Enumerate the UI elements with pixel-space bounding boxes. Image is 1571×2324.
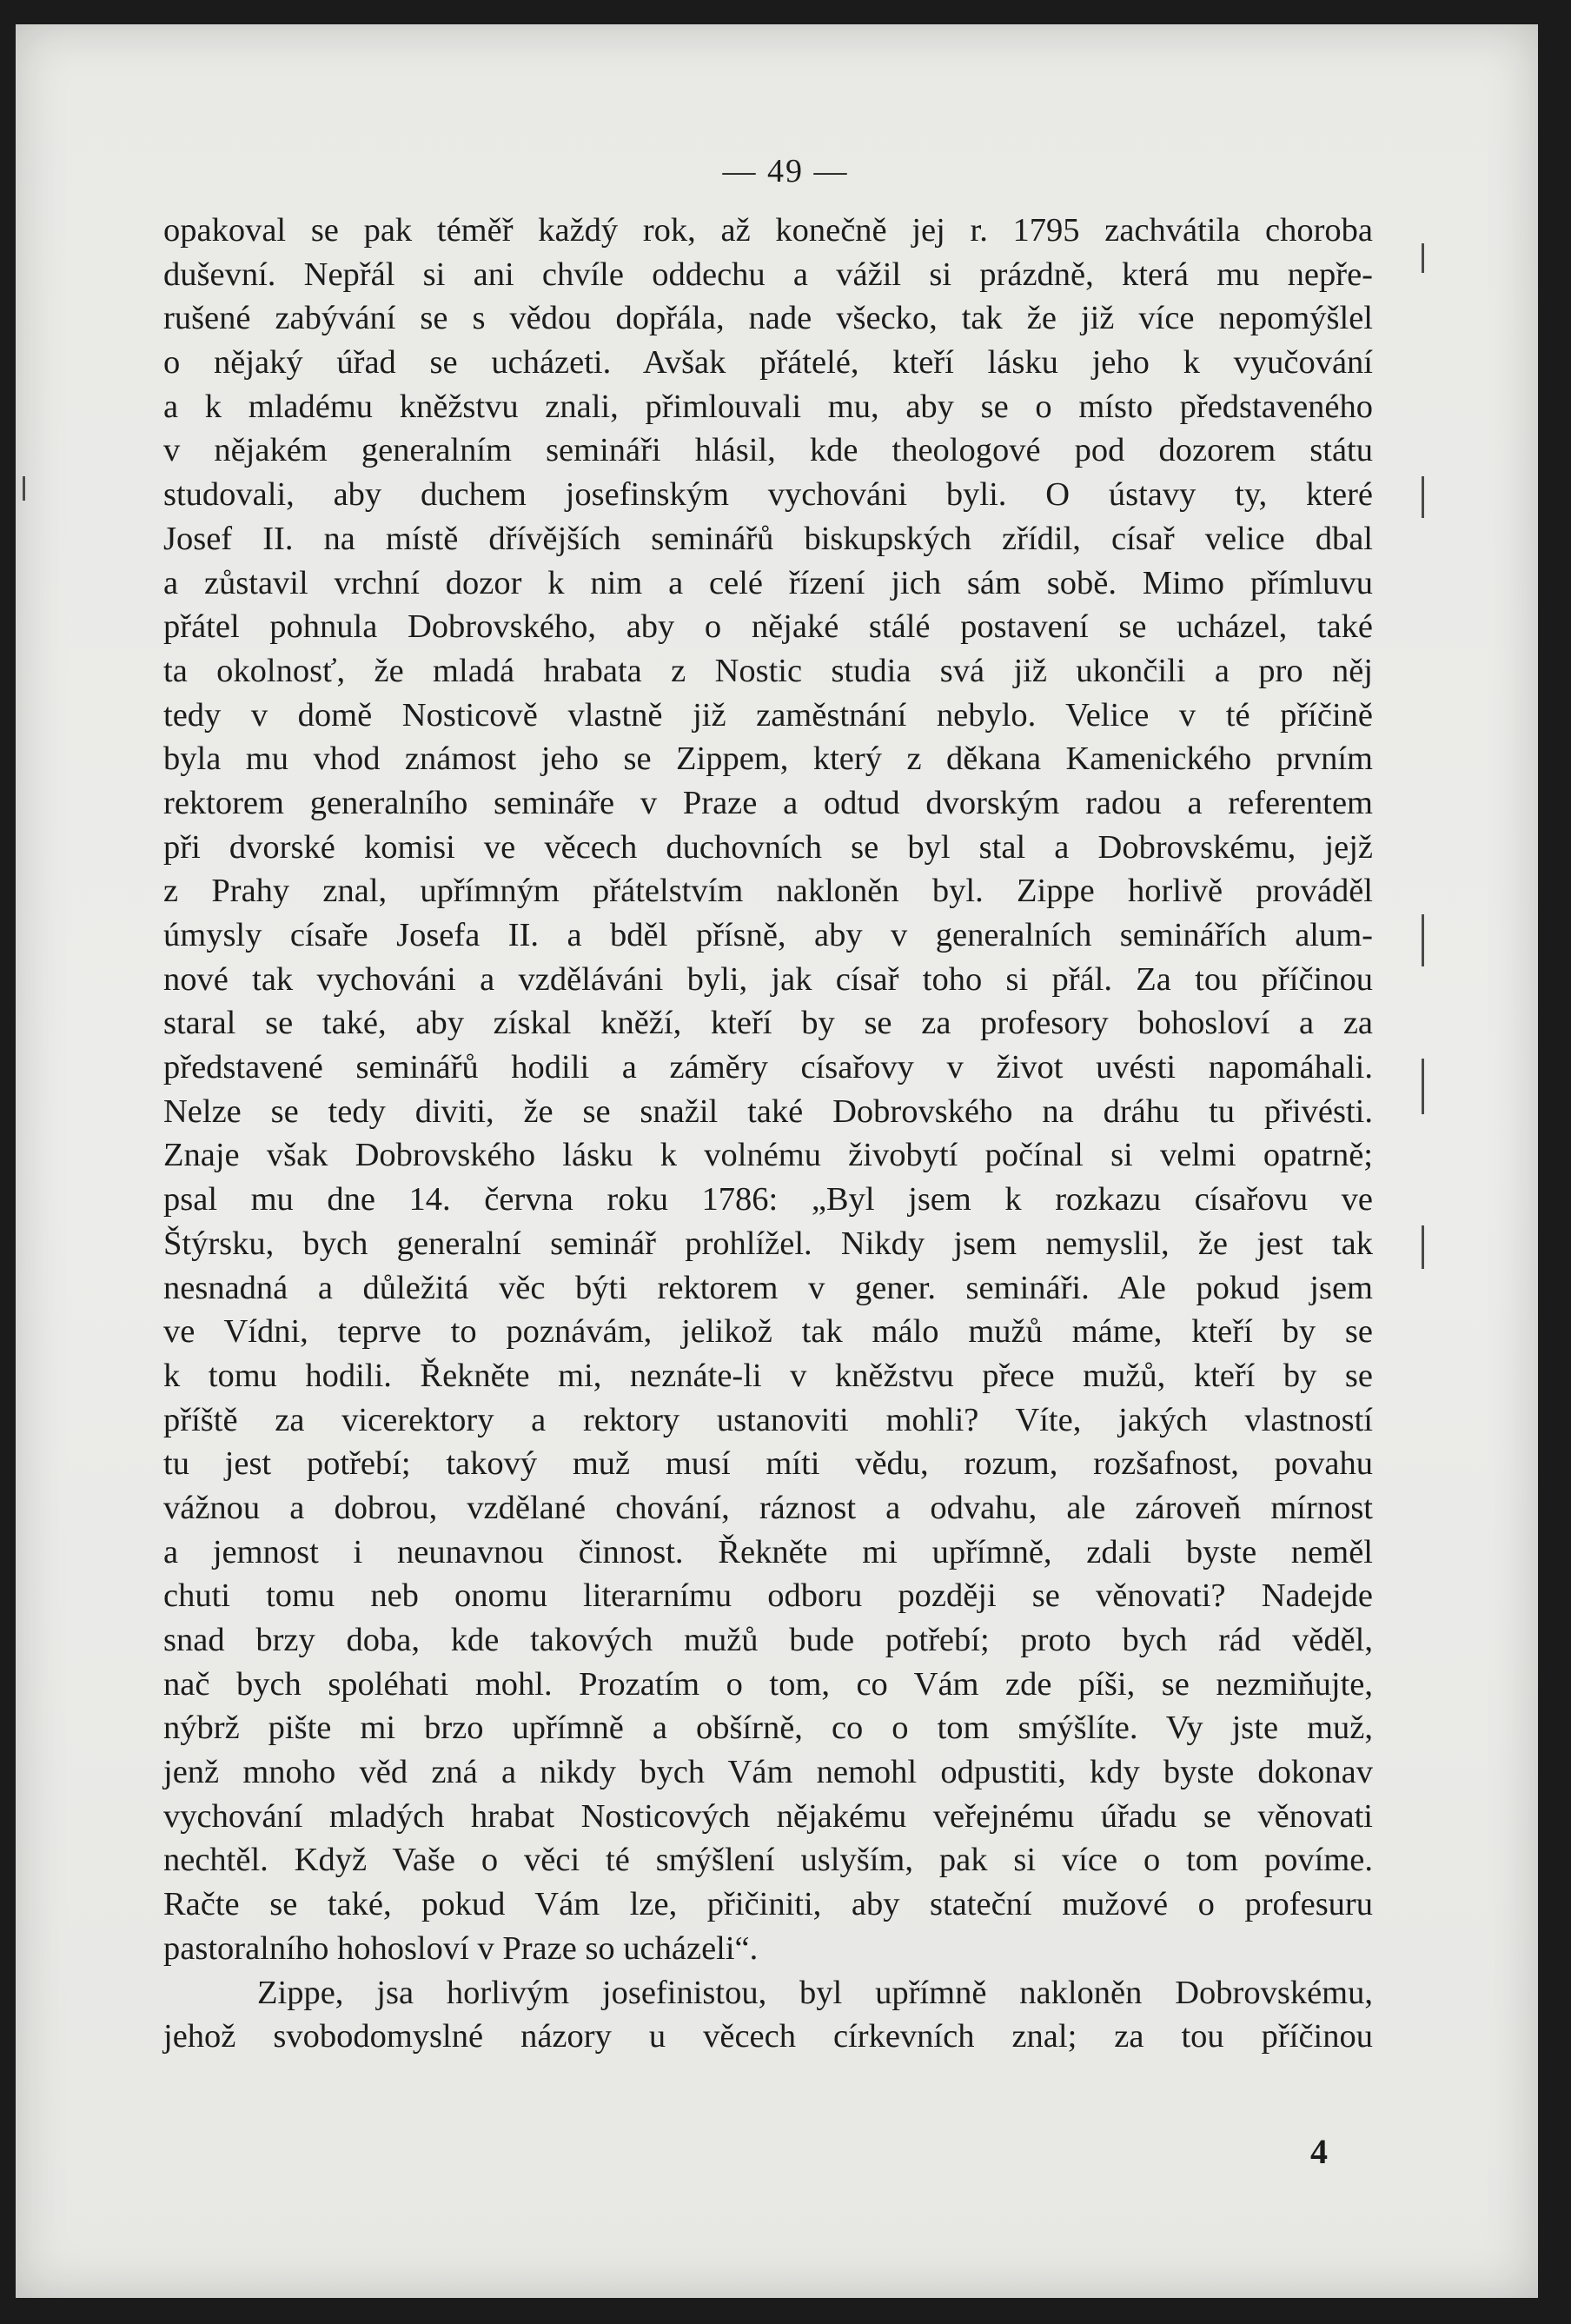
- text-line: přátel pohnula Dobrovského, aby o nějaké stálé postavení se ucházel, také: [163, 608, 1373, 646]
- text-line: chuti tomu neb onomu literarnímu odboru později se věnovati? Nadejde: [163, 1577, 1373, 1615]
- text-line: Račte se také, pokud Vám lze, přičiniti, aby stateční mužové o profesuru: [163, 1886, 1373, 1923]
- text-line: při dvorské komisi ve věcech duchovních se byl stal a Dobrovskému, jejž: [163, 828, 1373, 866]
- text-line: rušené zabývání se s vědou dopřála, nade všecko, tak že již více nepomýšlel: [163, 300, 1373, 337]
- text-line: tu jest potřebí; takový muž musí míti vědu, rozum, rozšafnost, povahu: [163, 1445, 1373, 1483]
- text-line: Zippe, jsa horlivým josefinistou, byl upřímně nakloněn Dobrovskému,: [257, 1974, 1373, 2011]
- text-line: snad brzy doba, kde takových mužů bude potřebí; proto bych rád věděl,: [163, 1622, 1373, 1658]
- text-line: v nějakém generalním semináři hlásil, kde theologové pod dozorem státu: [163, 432, 1373, 469]
- margin-mark: [1422, 914, 1424, 966]
- margin-mark: [23, 476, 25, 501]
- text-line: pastoralního hohosloví v Praze so ucházeli“.: [163, 1929, 759, 1967]
- text-line: Znaje však Dobrovského lásku k volnému živobytí počínal si velmi opatrně;: [163, 1137, 1373, 1174]
- text-line: opakoval se pak téměř každý rok, až konečně jej r. 1795 zachvátila choroba: [163, 212, 1373, 249]
- text-line: jehož svobodomyslné názory u věcech církevních znal; za tou příčinou: [163, 2018, 1373, 2055]
- text-line: nýbrž pište mi brzo upřímně a obšírně, co o tom smýšlíte. Vy jste muž,: [163, 1710, 1373, 1747]
- text-line: vychování mladých hrabat Nosticových nějakému veřejnému úřadu se věnovati: [163, 1797, 1373, 1835]
- text-line: psal mu dne 14. června roku 1786: „Byl jsem k rozkazu císařovu ve: [163, 1181, 1373, 1218]
- margin-mark: [1422, 1225, 1424, 1269]
- text-line: příště za vicerektory a rektory ustanoviti mohli? Víte, jakých vlastností: [163, 1401, 1373, 1438]
- text-line: ve Vídni, teprve to poznávám, jelikož tak málo mužů máme, kteří by se: [163, 1313, 1373, 1351]
- text-line: Josef II. na místě dřívějších seminářů biskupských zřídil, císař velice dbal: [163, 520, 1373, 557]
- text-line: rektorem generalního semináře v Praze a odtud dvorským radou a referentem: [163, 784, 1373, 821]
- text-line: ta okolnosť, že mladá hrabata z Nostic studia svá již ukončili a pro něj: [163, 652, 1373, 689]
- text-line: a jemnost i neunavnou činnost. Řekněte mi upřímně, zdali byste neměl: [163, 1533, 1373, 1570]
- text-line: a k mladému kněžstvu znali, přimlouvali mu, aby se o místo představeného: [163, 388, 1373, 425]
- text-line: staral se také, aby získal kněží, kteří by se za profesory bohosloví a za: [163, 1005, 1373, 1042]
- text-line: tedy v domě Nosticově vlastně již zaměstnání nebylo. Velice v té příčině: [163, 696, 1373, 734]
- text-line: a zůstavil vrchní dozor k nim a celé řízení jich sám sobě. Mimo přímluvu: [163, 564, 1373, 601]
- text-line: jenž mnoho věd zná a nikdy bych Vám nemohl odpustiti, kdy byste dokonav: [163, 1754, 1373, 1791]
- text-line: k tomu hodili. Řekněte mi, neznáte-li v kněžstvu přece mužů, kteří by se: [163, 1357, 1373, 1394]
- signature-mark: 4: [1310, 2132, 1328, 2171]
- text-line: nač bych spoléhati mohl. Prozatím o tom, co Vám zde píši, se nezmiňujte,: [163, 1665, 1373, 1703]
- margin-mark: [1422, 243, 1424, 273]
- text-line: nesnadná a důležitá věc býti rektorem v gener. semináři. Ale pokud jsem: [163, 1269, 1373, 1306]
- text-line: vážnou a dobrou, vzdělané chování, ráznost a odvahu, ale zároveň mírnost: [163, 1489, 1373, 1526]
- text-line: byla mu vhod známost jeho se Zippem, který z děkana Kamenického prvním: [163, 740, 1373, 778]
- body-text: [163, 209, 1373, 2059]
- margin-mark: [1422, 1059, 1424, 1114]
- text-line: z Prahy znal, upřímným přátelstvím nakloněn byl. Zippe horlivě prováděl: [163, 873, 1373, 910]
- text-line: úmysly císaře Josefa II. a bděl přísně, aby v generalních seminářích alum-: [163, 917, 1373, 953]
- page-number: — 49 —: [722, 153, 849, 189]
- text-line: nové tak vychováni a vzděláváni byli, jak císař toho si přál. Za tou příčinou: [163, 960, 1373, 998]
- text-line: duševní. Nepřál si ani chvíle oddechu a vážil si prázdně, která mu nepře-: [163, 256, 1373, 293]
- text-line: nechtěl. Když Vaše o věci té smýšlení uslyším, pak si více o tom povíme.: [163, 1842, 1373, 1879]
- text-line: o nějaký úřad se ucházeti. Avšak přátelé, kteří lásku jeho k vyučování: [163, 344, 1373, 382]
- text-line: představené seminářů hodili a záměry císařovy v život uvésti napomáhali.: [163, 1049, 1373, 1086]
- text-line: Štýrsku, bych generalní seminář prohlížel. Nikdy jsem nemyslil, že jest tak: [163, 1225, 1373, 1262]
- text-line: studovali, aby duchem josefinským vychováni byli. O ústavy ty, které: [163, 476, 1373, 514]
- margin-mark: [1422, 476, 1424, 518]
- text-line: Nelze se tedy diviti, že se snažil také Dobrovského na dráhu tu přivésti.: [163, 1092, 1373, 1130]
